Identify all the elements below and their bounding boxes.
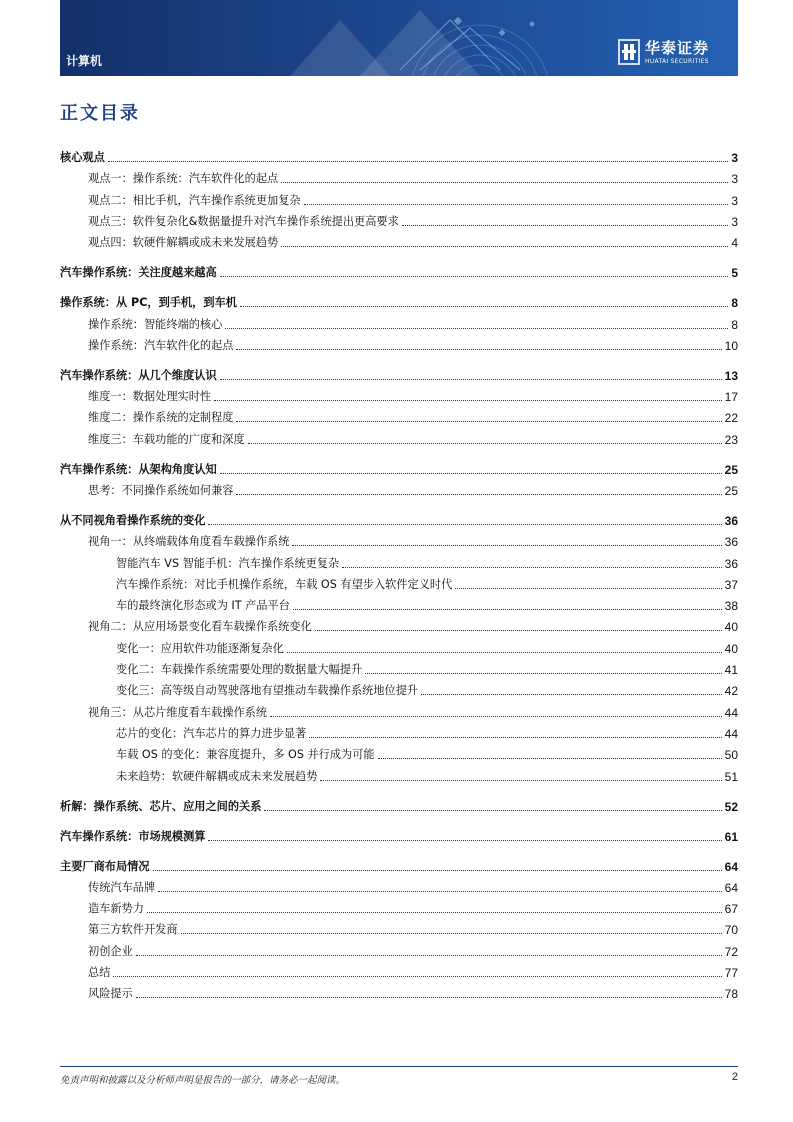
toc-leader-dots	[455, 587, 721, 589]
logo-text-cn: 华泰证券	[645, 39, 710, 57]
toc-leader-dots	[270, 715, 722, 717]
toc-entry-title: 车载 OS 的变化：兼容度提升，多 OS 并行成为可能	[116, 748, 375, 761]
toc-entry[interactable]	[60, 766, 738, 784]
toc-entry-title: 第三方软件开发商	[88, 923, 178, 936]
toc-entry-title: 从不同视角看操作系统的变化	[60, 514, 206, 527]
toc-leader-dots	[220, 472, 722, 474]
toc-entry-title: 风险提示	[88, 987, 133, 1000]
toc-entry[interactable]	[60, 702, 738, 720]
toc-leader-dots	[378, 757, 722, 759]
sector-label: 计算机	[66, 54, 103, 68]
toc-entry[interactable]	[60, 962, 738, 980]
toc-entry[interactable]	[60, 616, 738, 634]
toc-leader-dots	[264, 809, 721, 811]
toc-leader-dots	[304, 203, 729, 205]
toc-entry-page: 3	[731, 215, 738, 229]
toc-entry-title: 汽车操作系统：从几个维度认识	[60, 369, 217, 382]
toc-leader-dots	[220, 275, 729, 277]
toc-entry[interactable]	[60, 429, 738, 447]
toc-leader-dots	[208, 523, 721, 525]
toc-entry-page: 13	[724, 369, 738, 383]
toc-title: 正文目录	[60, 103, 140, 124]
toc-entry-page: 61	[724, 830, 738, 844]
toc-leader-dots	[113, 975, 721, 977]
toc-entry-title: 芯片的变化：汽车芯片的算力进步显著	[116, 727, 307, 740]
toc-entry[interactable]	[60, 898, 738, 916]
toc-entry-title: 观点四：软硬件解耦或成未来发展趋势	[88, 236, 279, 249]
toc-entry-page: 8	[731, 296, 738, 310]
toc-leader-dots	[315, 629, 722, 631]
toc-entry-page: 38	[724, 599, 738, 613]
toc-entry-title: 操作系统：从 PC，到手机，到车机	[60, 296, 237, 309]
toc-entry-title: 观点二：相比手机，汽车操作系统更加复杂	[88, 194, 301, 207]
toc-entry-page: 36	[724, 535, 738, 549]
toc-entry-page: 40	[724, 642, 738, 656]
toc-entry[interactable]	[60, 638, 738, 656]
toc-entry-title: 视角三：从芯片维度看车载操作系统	[88, 706, 268, 719]
toc-entry-page: 3	[731, 172, 738, 186]
toc-entry-title: 传统汽车品牌	[88, 881, 156, 894]
toc-entry-title: 视角二：从应用场景变化看车载操作系统变化	[88, 620, 312, 633]
toc-entry[interactable]	[60, 919, 738, 937]
toc-entry-title: 变化二：车载操作系统需要处理的数据量大幅提升	[116, 663, 363, 676]
toc-entry[interactable]	[60, 459, 738, 477]
toc-leader-dots	[287, 651, 722, 653]
toc-entry-title: 汽车操作系统：对比手机操作系统，车载 OS 有望步入软件定义时代	[116, 578, 453, 591]
toc-entry-page: 52	[724, 800, 738, 814]
huatai-logo-icon	[618, 39, 640, 65]
toc-leader-dots	[236, 493, 721, 495]
toc-entry-page: 36	[724, 557, 738, 571]
toc-leader-dots	[281, 245, 728, 247]
toc-leader-dots	[208, 839, 721, 841]
toc-entry-title: 汽车操作系统：关注度越来越高	[60, 266, 217, 279]
toc-entry-title: 汽车操作系统：从架构角度认知	[60, 463, 217, 476]
toc-entry[interactable]	[60, 407, 738, 425]
logo-text-en: HUATAI SECURITIES	[645, 58, 709, 65]
toc-entry[interactable]	[60, 659, 738, 677]
toc-entry-page: 37	[724, 578, 738, 592]
toc-entry-page: 64	[724, 881, 738, 895]
toc-entry[interactable]	[60, 826, 738, 844]
toc-entry[interactable]	[60, 314, 738, 332]
toc-leader-dots	[147, 911, 722, 913]
toc-entry[interactable]	[60, 292, 738, 310]
toc-leader-dots	[309, 736, 721, 738]
toc-entry[interactable]	[60, 386, 738, 404]
page-number: 2	[731, 1071, 738, 1083]
toc-entry[interactable]	[60, 941, 738, 959]
toc-entry-page: 5	[731, 266, 738, 280]
toc-entry-page: 36	[724, 514, 738, 528]
toc-entry-page: 8	[731, 318, 738, 332]
toc-leader-dots	[293, 608, 722, 610]
toc-entry-page: 41	[724, 663, 738, 677]
toc-entry-page: 10	[724, 339, 738, 353]
toc-entry[interactable]	[60, 680, 738, 698]
toc-entry[interactable]	[60, 796, 738, 814]
toc-entry-title: 视角一：从终端载体角度看车载操作系统	[88, 535, 290, 548]
toc-entry[interactable]	[60, 232, 738, 250]
toc-leader-dots	[240, 305, 728, 307]
disclaimer-text: 免责声明和披露以及分析师声明是报告的一部分，请务必一起阅读。	[60, 1075, 346, 1086]
toc-leader-dots	[402, 224, 729, 226]
toc-entry[interactable]	[60, 856, 738, 874]
toc-leader-dots	[236, 420, 721, 422]
toc-entry[interactable]	[60, 168, 738, 186]
toc-entry[interactable]	[60, 744, 738, 762]
toc-entry[interactable]	[60, 365, 738, 383]
toc-entry-title: 维度一：数据处理实时性	[88, 390, 212, 403]
toc-leader-dots	[248, 442, 722, 444]
toc-leader-dots	[181, 932, 722, 934]
toc-entry[interactable]	[60, 595, 738, 613]
toc-leader-dots	[421, 693, 722, 695]
toc-entry-title: 维度三：车载功能的广度和深度	[88, 433, 245, 446]
toc-leader-dots	[108, 160, 729, 162]
toc-entry-page: 50	[724, 748, 738, 762]
toc-entry-page: 3	[731, 194, 738, 208]
toc-entry[interactable]	[60, 983, 738, 1001]
toc-leader-dots	[158, 890, 722, 892]
toc-entry-page: 17	[724, 390, 738, 404]
toc-entry[interactable]	[60, 211, 738, 229]
toc-leader-dots	[281, 181, 728, 183]
toc-entry-title: 变化一：应用软件功能逐渐复杂化	[116, 642, 284, 655]
toc-leader-dots	[225, 327, 728, 329]
toc-entry[interactable]	[60, 574, 738, 592]
toc-entry-title: 观点一：操作系统：汽车软件化的起点	[88, 172, 279, 185]
toc-entry-page: 3	[731, 151, 738, 165]
toc-leader-dots	[320, 779, 721, 781]
toc-entry-title: 操作系统：智能终端的核心	[88, 318, 223, 331]
toc-entry-page: 22	[724, 411, 738, 425]
toc-entry-title: 初创企业	[88, 945, 133, 958]
toc-entry-page: 72	[724, 945, 738, 959]
toc-entry-page: 40	[724, 620, 738, 634]
toc-entry-page: 42	[724, 684, 738, 698]
toc-entry-page: 44	[724, 706, 738, 720]
toc-entry-title: 思考：不同操作系统如何兼容	[88, 484, 234, 497]
toc-entry[interactable]	[60, 262, 738, 280]
toc-leader-dots	[136, 996, 722, 998]
toc-entry[interactable]	[60, 510, 738, 528]
toc-leader-dots	[365, 672, 722, 674]
toc-leader-dots	[220, 378, 722, 380]
footer-divider	[60, 1066, 738, 1067]
toc-entry[interactable]	[60, 335, 738, 353]
toc-leader-dots	[214, 399, 722, 401]
toc-leader-dots	[292, 544, 721, 546]
toc-leader-dots	[342, 566, 721, 568]
toc-entry-page: 67	[724, 902, 738, 916]
toc-entry-page: 25	[724, 484, 738, 498]
toc-entry-title: 观点三：软件复杂化&数据量提升对汽车操作系统提出更高要求	[88, 215, 399, 228]
toc-entry-title: 总结	[88, 966, 111, 979]
toc-entry-page: 70	[724, 923, 738, 937]
toc-entry-title: 维度二：操作系统的定制程度	[88, 411, 234, 424]
toc-entry[interactable]	[60, 147, 738, 165]
toc-entry-title: 核心观点	[60, 151, 105, 164]
toc-entry[interactable]	[60, 877, 738, 895]
toc-leader-dots	[136, 954, 722, 956]
toc-leader-dots	[236, 348, 721, 350]
toc-entry-page: 77	[724, 966, 738, 980]
toc-entry[interactable]	[60, 190, 738, 208]
toc-entry[interactable]	[60, 723, 738, 741]
toc-entry-title: 智能汽车 VS 智能手机：汽车操作系统更复杂	[116, 557, 340, 570]
toc-entry-page: 4	[731, 236, 738, 250]
toc-entry-title: 主要厂商布局情况	[60, 860, 150, 873]
header-banner	[60, 0, 738, 76]
toc-entry-page: 25	[724, 463, 738, 477]
toc-entry-title: 变化三：高等级自动驾驶落地有望推动车载操作系统地位提升	[116, 684, 419, 697]
toc-entry-title: 操作系统：汽车软件化的起点	[88, 339, 234, 352]
toc-entry-title: 造车新势力	[88, 902, 144, 915]
toc-entry-page: 78	[724, 987, 738, 1001]
toc-entry-title: 未来趋势：软硬件解耦或成未来发展趋势	[116, 770, 318, 783]
toc-entry-title: 汽车操作系统：市场规模测算	[60, 830, 206, 843]
toc-entry-page: 44	[724, 727, 738, 741]
toc-entry-page: 64	[724, 860, 738, 874]
toc-entry-page: 23	[724, 433, 738, 447]
toc-entry-title: 车的最终演化形态或为 IT 产品平台	[116, 599, 290, 612]
toc-entry[interactable]	[60, 553, 738, 571]
toc-entry-title: 析解：操作系统、芯片、应用之间的关系	[60, 800, 262, 813]
toc-entry[interactable]	[60, 480, 738, 498]
toc-leader-dots	[153, 869, 722, 871]
toc-entry-page: 51	[724, 770, 738, 784]
huatai-logo	[618, 37, 730, 71]
toc-entry[interactable]	[60, 531, 738, 549]
